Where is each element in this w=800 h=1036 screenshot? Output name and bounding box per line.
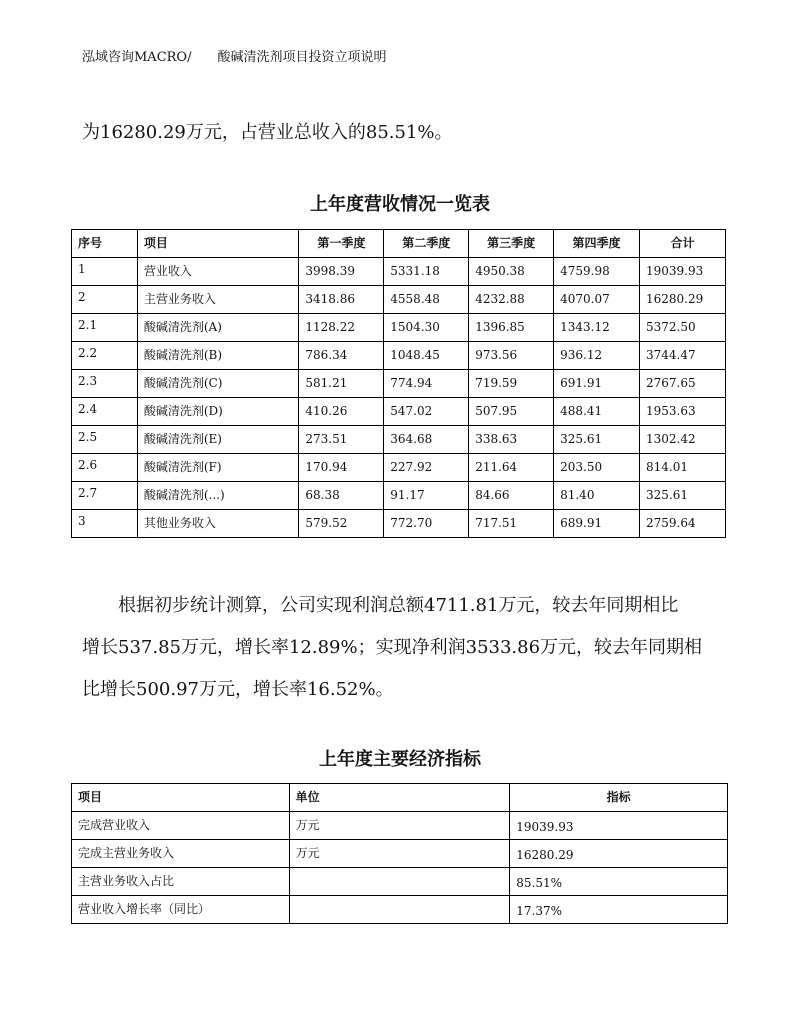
table-row (72, 342, 726, 370)
table-cell: 酸碱清洗剂(...) (137, 482, 299, 510)
table-cell: 酸碱清洗剂(A) (137, 314, 299, 342)
table-cell: 507.95 (469, 398, 554, 426)
table-cell: 3 (72, 510, 138, 538)
table-cell: 581.21 (299, 370, 384, 398)
header-q4: 第四季度 (554, 230, 640, 258)
table-cell: 2.4 (72, 398, 138, 426)
table-cell: 3998.39 (299, 258, 384, 286)
table-row (72, 398, 726, 426)
table-cell: 酸碱清洗剂(E) (137, 426, 299, 454)
table-row (72, 454, 726, 482)
table-cell (289, 896, 510, 924)
table-cell: 3744.47 (640, 342, 726, 370)
page-header (82, 46, 387, 65)
table-cell: 1504.30 (384, 314, 469, 342)
header-total: 合计 (640, 230, 726, 258)
table-cell: 325.61 (554, 426, 640, 454)
table-cell: 338.63 (469, 426, 554, 454)
table-cell: 2.6 (72, 454, 138, 482)
paragraph-revenue-share: 为16280.29万元，占营业总收入的85.51%。 (82, 122, 453, 143)
table-cell: 81.40 (554, 482, 640, 510)
table-cell: 203.50 (554, 454, 640, 482)
economic-indicators-table (71, 783, 728, 924)
header-q3: 第三季度 (469, 230, 554, 258)
paragraph-profit-line-2: 增长537.85万元，增长率12.89%；实现净利润3533.86万元，较去年同期相 (82, 637, 703, 658)
table-row (72, 868, 728, 896)
table-cell: 酸碱清洗剂(D) (137, 398, 299, 426)
table-cell: 579.52 (299, 510, 384, 538)
paragraph-profit-line-1: 根据初步统计测算，公司实现利润总额4711.81万元，较去年同期相比 (118, 595, 679, 616)
table-cell: 16280.29 (640, 286, 726, 314)
table-cell: 1396.85 (469, 314, 554, 342)
table-cell: 85.51% (510, 868, 728, 896)
table-row (72, 370, 726, 398)
table-cell: 774.94 (384, 370, 469, 398)
company-name: 泓域咨询MACRO/ (82, 50, 192, 65)
table-cell: 2.3 (72, 370, 138, 398)
header-q2: 第二季度 (384, 230, 469, 258)
table-cell: 273.51 (299, 426, 384, 454)
table-cell: 完成主营业务收入 (72, 840, 290, 868)
header-item: 项目 (137, 230, 299, 258)
table-cell: 227.92 (384, 454, 469, 482)
table-cell: 2.5 (72, 426, 138, 454)
table-cell: 2.7 (72, 482, 138, 510)
table-cell: 营业收入 (137, 258, 299, 286)
table-cell: 19039.93 (510, 812, 728, 840)
table-header-row (72, 784, 728, 812)
table-row (72, 286, 726, 314)
table-cell: 786.34 (299, 342, 384, 370)
table-cell: 364.68 (384, 426, 469, 454)
table-row (72, 840, 728, 868)
table-cell: 4759.98 (554, 258, 640, 286)
table-row (72, 426, 726, 454)
paragraph-profit (82, 585, 722, 711)
table-cell: 772.70 (384, 510, 469, 538)
header-unit: 单位 (289, 784, 510, 812)
table-cell: 4558.48 (384, 286, 469, 314)
header-indicator: 指标 (510, 784, 728, 812)
table-cell: 973.56 (469, 342, 554, 370)
table-cell: 325.61 (640, 482, 726, 510)
table-cell: 5331.18 (384, 258, 469, 286)
header-seq: 序号 (72, 230, 138, 258)
table-cell: 68.38 (299, 482, 384, 510)
table-cell: 91.17 (384, 482, 469, 510)
table-row (72, 258, 726, 286)
table-cell: 2.2 (72, 342, 138, 370)
table-cell: 酸碱清洗剂(B) (137, 342, 299, 370)
table-cell: 19039.93 (640, 258, 726, 286)
document-title: 酸碱清洗剂项目投资立项说明 (217, 50, 387, 65)
table-cell: 488.41 (554, 398, 640, 426)
table-cell: 4070.07 (554, 286, 640, 314)
table-cell: 410.26 (299, 398, 384, 426)
table-cell: 1302.42 (640, 426, 726, 454)
table-row (72, 510, 726, 538)
table-cell: 814.01 (640, 454, 726, 482)
table-cell: 营业收入增长率（同比） (72, 896, 290, 924)
revenue-table (71, 229, 726, 538)
header-q1: 第一季度 (299, 230, 384, 258)
table-cell: 717.51 (469, 510, 554, 538)
table-cell: 689.91 (554, 510, 640, 538)
table-cell: 1048.45 (384, 342, 469, 370)
table-cell: 4232.88 (469, 286, 554, 314)
table-cell: 5372.50 (640, 314, 726, 342)
table-cell: 936.12 (554, 342, 640, 370)
table-cell: 691.91 (554, 370, 640, 398)
table-cell: 1953.63 (640, 398, 726, 426)
table-cell: 17.37% (510, 896, 728, 924)
table-cell: 主营业务收入占比 (72, 868, 290, 896)
table-cell: 酸碱清洗剂(C) (137, 370, 299, 398)
table-cell: 1 (72, 258, 138, 286)
table-row (72, 896, 728, 924)
header-item: 项目 (72, 784, 290, 812)
table-cell: 719.59 (469, 370, 554, 398)
table-row (72, 812, 728, 840)
table-cell (289, 868, 510, 896)
table-cell: 2 (72, 286, 138, 314)
table-row (72, 482, 726, 510)
table-cell: 主营业务收入 (137, 286, 299, 314)
table-cell: 2759.64 (640, 510, 726, 538)
table-cell: 211.64 (469, 454, 554, 482)
table-cell: 2.1 (72, 314, 138, 342)
table-row (72, 314, 726, 342)
paragraph-profit-line-3: 比增长500.97万元，增长率16.52%。 (82, 679, 394, 700)
table-cell: 170.94 (299, 454, 384, 482)
table-cell: 万元 (289, 812, 510, 840)
table-cell: 3418.86 (299, 286, 384, 314)
table-cell: 完成营业收入 (72, 812, 290, 840)
table-header-row (72, 230, 726, 258)
table-cell: 1343.12 (554, 314, 640, 342)
table-cell: 1128.22 (299, 314, 384, 342)
table-cell: 547.02 (384, 398, 469, 426)
table-cell: 2767.65 (640, 370, 726, 398)
table1-title: 上年度营收情况一览表 (310, 194, 490, 215)
table-cell: 其他业务收入 (137, 510, 299, 538)
table-cell: 16280.29 (510, 840, 728, 868)
table-cell: 万元 (289, 840, 510, 868)
table-cell: 4950.38 (469, 258, 554, 286)
table-cell: 酸碱清洗剂(F) (137, 454, 299, 482)
table2-title: 上年度主要经济指标 (319, 749, 481, 770)
table-cell: 84.66 (469, 482, 554, 510)
